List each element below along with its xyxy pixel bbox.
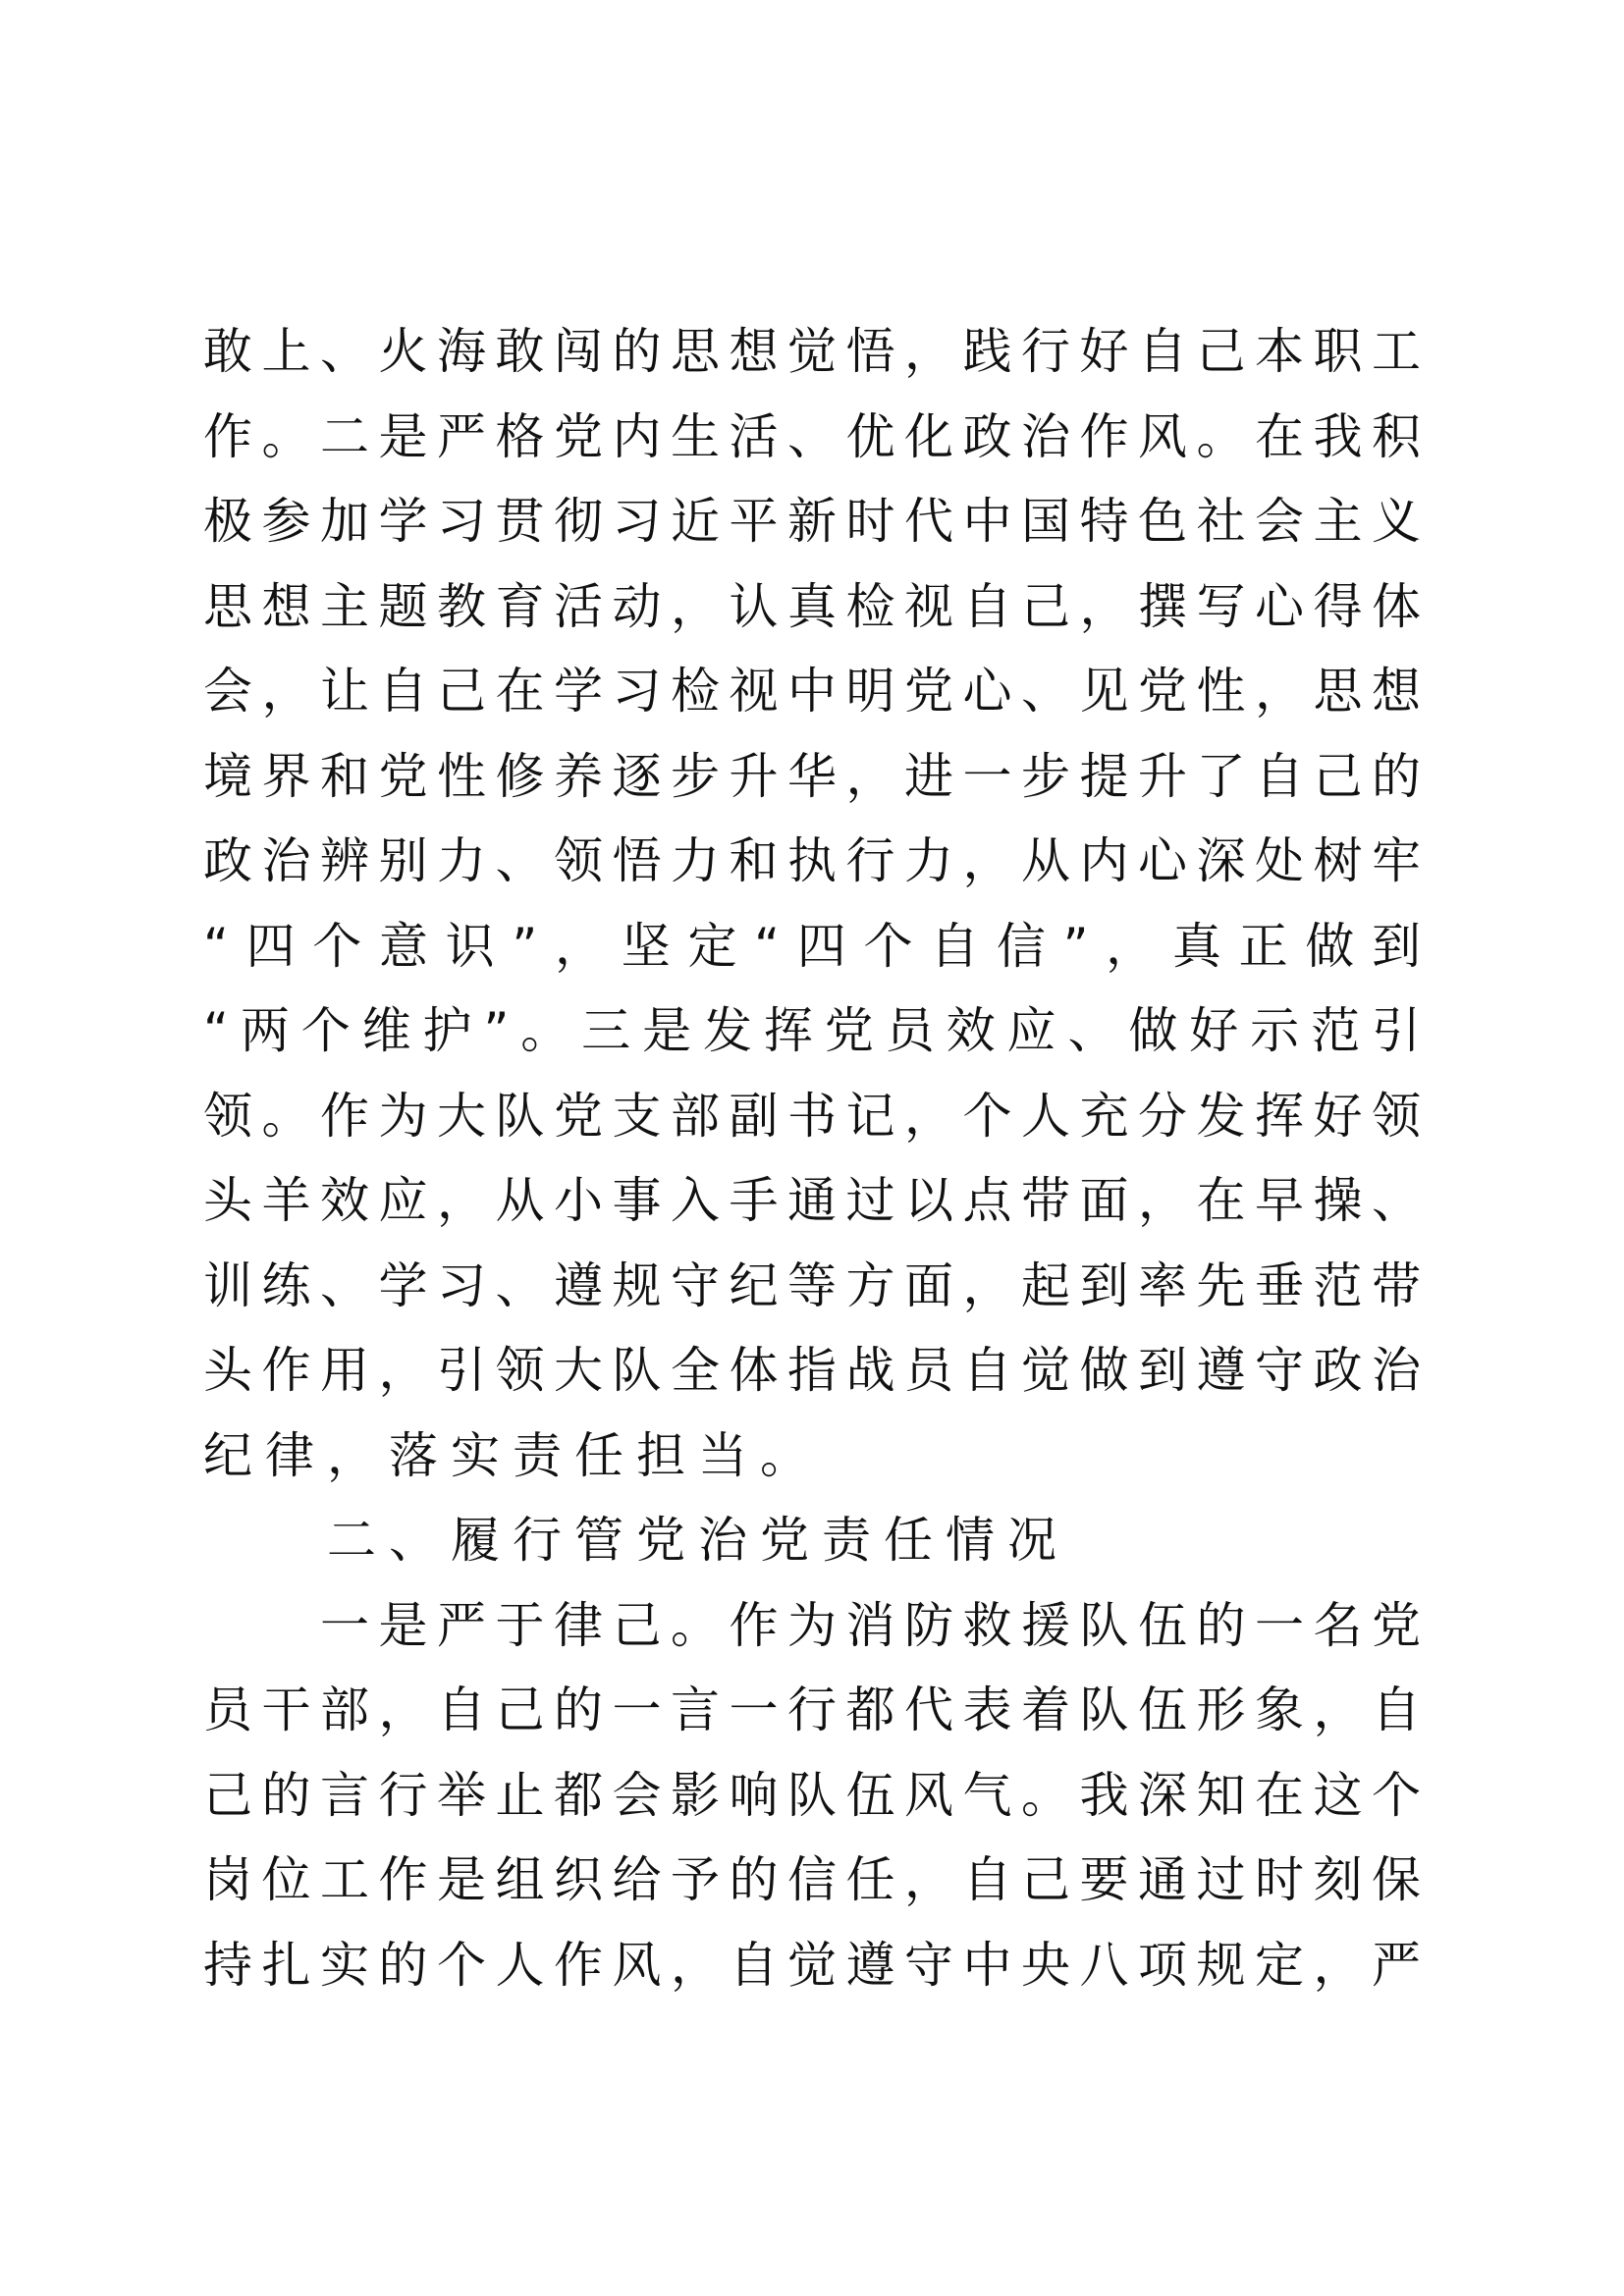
text-line: 己的言行举止都会影响队伍风气。我深知在这个 xyxy=(203,1766,1421,1824)
text-line: 持扎实的个人作风，自觉遵守中央八项规定，严 xyxy=(203,1936,1421,1994)
text-line: 训练、学习、遵规守纪等方面，起到率先垂范带 xyxy=(203,1256,1421,1314)
text-line: 敢上、火海敢闯的思想觉悟，践行好自己本职工 xyxy=(203,323,1421,380)
text-line: 二、履行管党治党责任情况 xyxy=(203,1512,1069,1569)
text-line: 境界和党性修养逐步升华，进一步提升了自己的 xyxy=(203,747,1421,805)
text-line: 岗位工作是组织给予的信任，自己要通过时刻保 xyxy=(203,1851,1421,1908)
text-line: “两个维护”。三是发挥党员效应、做好示范引 xyxy=(203,1002,1421,1059)
text-line: 头作用，引领大队全体指战员自觉做到遵守政治 xyxy=(203,1342,1421,1399)
text-line: 员干部，自己的一言一行都代表着队伍形象，自 xyxy=(203,1682,1421,1738)
text-line: 一是严于律己。作为消防救援队伍的一名党 xyxy=(203,1596,1421,1654)
text-line: 头羊效应，从小事入手通过以点带面，在早操、 xyxy=(203,1172,1421,1229)
text-line: “四个意识”，坚定“四个自信”，真正做到 xyxy=(203,917,1421,975)
text-line: 作。二是严格党内生活、优化政治作风。在我积 xyxy=(203,407,1421,465)
text-line: 领。作为大队党支部副书记，个人充分发挥好领 xyxy=(203,1087,1421,1145)
text-line: 纪律，落实责任担当。 xyxy=(203,1426,822,1484)
text-line: 政治辨别力、领悟力和执行力，从内心深处树牢 xyxy=(203,832,1421,889)
text-line: 思想主题教育活动，认真检视自己，撰写心得体 xyxy=(203,577,1421,635)
text-line: 会，让自己在学习检视中明党心、见党性，思想 xyxy=(203,663,1421,720)
body-text xyxy=(203,309,1421,2007)
text-line: 极参加学习贯彻习近平新时代中国特色社会主义 xyxy=(203,493,1421,550)
